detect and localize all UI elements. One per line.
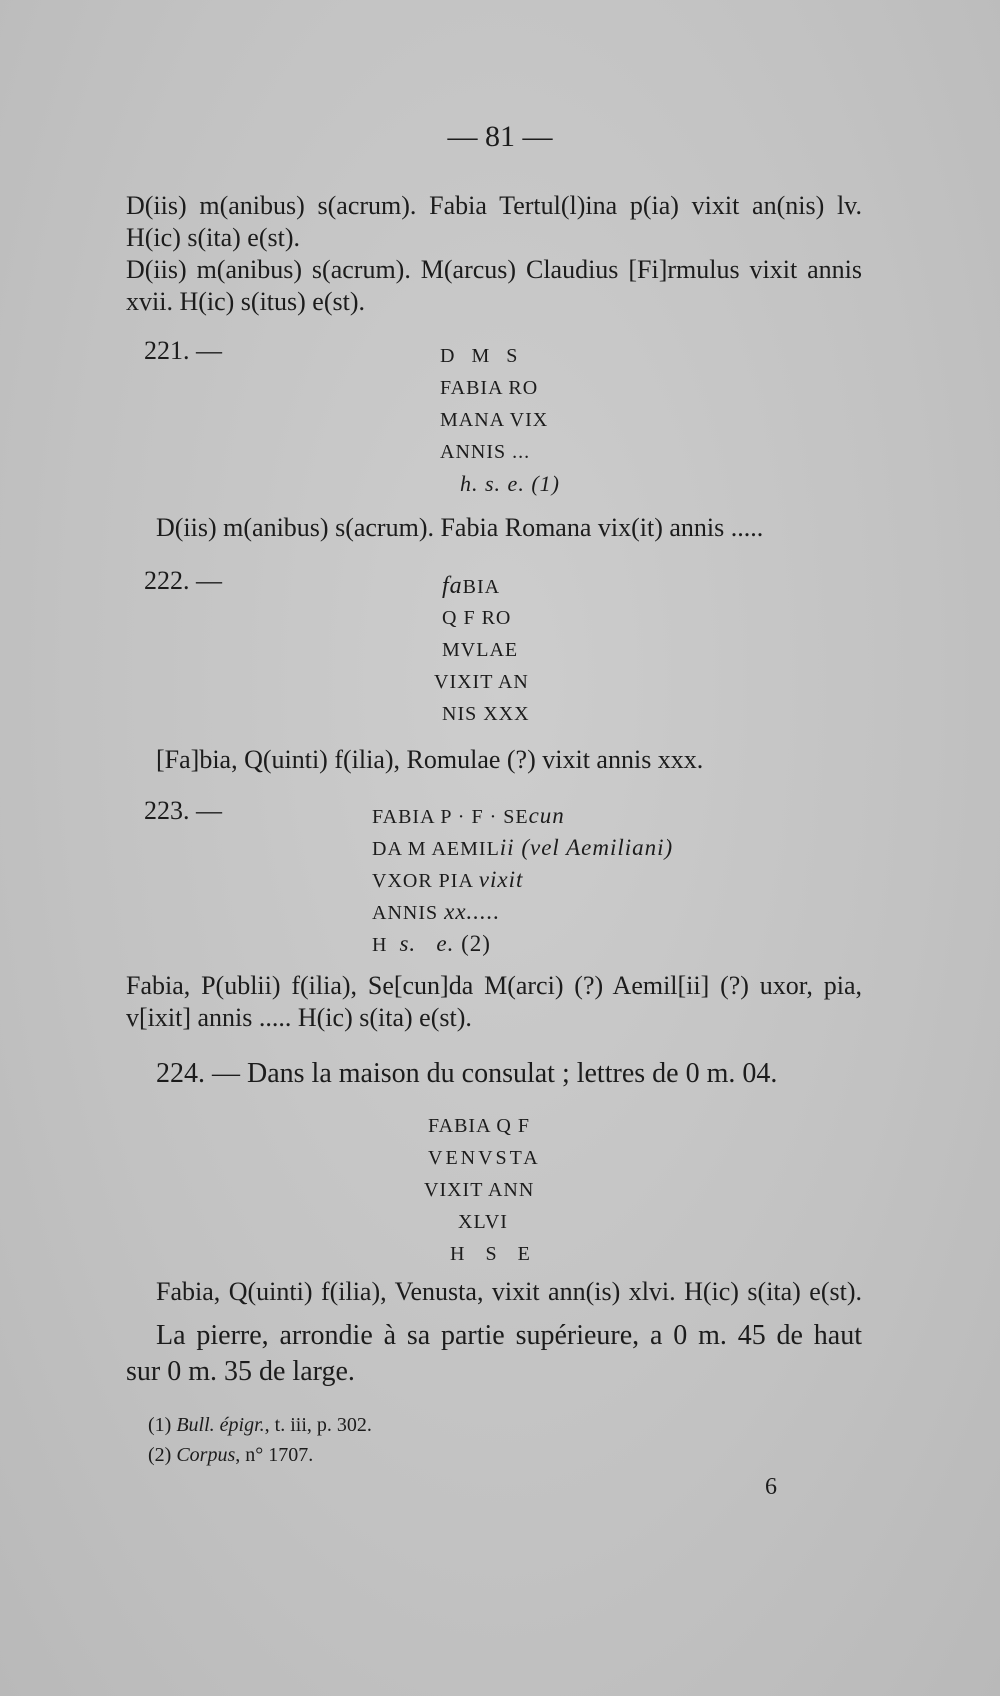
text-line: La pierre, arrondie à sa partie supérieure, a 0 m. 45 de haut bbox=[156, 1320, 862, 1351]
inscription-line: MVLAE bbox=[442, 639, 519, 661]
entry-222-inscription bbox=[434, 570, 530, 730]
footnotes bbox=[148, 1410, 372, 1470]
entry-224-inscription bbox=[424, 1110, 541, 1270]
inscription-line: Q F RO bbox=[442, 607, 512, 629]
footnote: (1) Bull. épigr., t. iii, p. 302. bbox=[148, 1414, 372, 1436]
text-line: xvii. H(ic) s(itus) e(st). bbox=[126, 287, 366, 316]
text-line: D(iis) m(anibus) s(acrum). M(arcus) Claudius [Fi]rmulus vixit annis bbox=[126, 255, 862, 284]
text-line: Fabia, P(ublii) f(ilia), Se[cun]da M(arci) (?) Aemil[ii] (?) uxor, pia, bbox=[126, 971, 862, 1000]
entry-223-number: 223. — bbox=[144, 796, 222, 825]
inscription-line: faBIA bbox=[442, 573, 501, 599]
entry-224-remark bbox=[126, 1318, 862, 1390]
inscription-line: NIS XXX bbox=[442, 703, 530, 725]
text-line: v[ixit] annis ..... H(ic) s(ita) e(st). bbox=[126, 1003, 472, 1032]
inscription-line: H S E bbox=[450, 1243, 538, 1265]
inscription-line: H s. e. (2) bbox=[372, 931, 491, 956]
inscription-line: VIXIT AN bbox=[434, 671, 529, 693]
running-head: — 81 — bbox=[447, 120, 553, 153]
text-line: sur 0 m. 35 de large. bbox=[126, 1356, 355, 1387]
inscription-line: VIXIT ANN bbox=[424, 1179, 535, 1201]
inscription-line: ANNIS xx..... bbox=[372, 899, 501, 924]
signature-mark: 6 bbox=[765, 1474, 777, 1500]
entry-222-transcription: [Fa]bia, Q(uinti) f(ilia), Romulae (?) vixit annis xxx. bbox=[156, 745, 704, 774]
inscription-line: VXOR PIA vixit bbox=[372, 867, 524, 892]
inscription-line: FABIA P · F · SEcun bbox=[372, 803, 565, 828]
entry-223-inscription bbox=[372, 800, 673, 960]
entry-224-heading: 224. — Dans la maison du consulat ; lettres de 0 m. 04. bbox=[156, 1058, 778, 1089]
entry-220-text bbox=[126, 190, 862, 318]
inscription-line: FABIA RO bbox=[440, 377, 539, 399]
entry-221-number: 221. — bbox=[144, 336, 222, 365]
footnote: (2) Corpus, n° 1707. bbox=[148, 1444, 314, 1466]
inscription-line: FABIA Q F bbox=[428, 1115, 530, 1137]
inscription-line: ANNIS ... bbox=[440, 441, 531, 463]
entry-222-number: 222. — bbox=[144, 566, 222, 595]
inscription-line: VENVSTA bbox=[428, 1147, 541, 1169]
inscription-line: h. s. e. (1) bbox=[460, 471, 560, 496]
inscription-line: DA M AEMILii (vel Aemiliani) bbox=[372, 835, 674, 860]
entry-221-transcription: D(iis) m(anibus) s(acrum). Fabia Romana vix(it) annis ..... bbox=[156, 513, 764, 542]
text-line: H(ic) s(ita) e(st). bbox=[126, 223, 300, 252]
entry-224-transcription: Fabia, Q(uinti) f(ilia), Venusta, vixit ann(is) xlvi. H(ic) s(ita) e(st). bbox=[156, 1277, 862, 1306]
inscription-line: XLVI bbox=[458, 1211, 508, 1233]
inscription-line: D M S bbox=[440, 345, 524, 367]
inscription-line: MANA VIX bbox=[440, 409, 549, 431]
text-line: D(iis) m(anibus) s(acrum). Fabia Tertul(l)ina p(ia) vixit an(nis) lv. bbox=[126, 191, 862, 220]
entry-221-inscription bbox=[440, 340, 560, 500]
entry-223-transcription bbox=[126, 970, 862, 1034]
